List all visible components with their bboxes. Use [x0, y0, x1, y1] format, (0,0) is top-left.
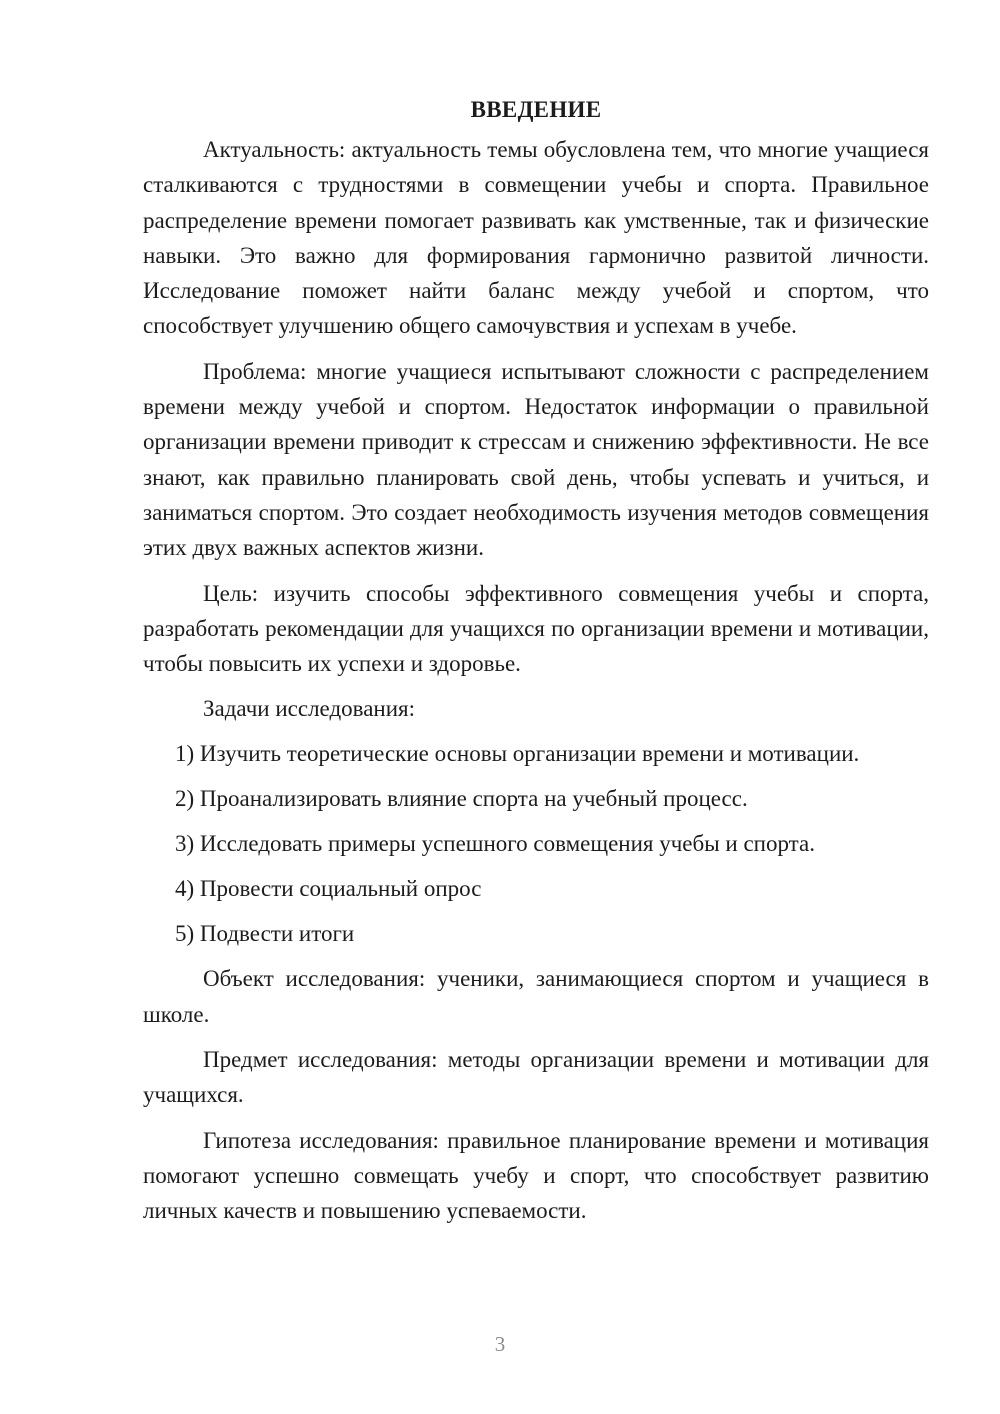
paragraph-hypothesis: Гипотеза исследования: правильное планирование времени и мотивация помогают успешно совмещать учебу и спорт, что способствует развитию личных качеств и повышению успеваемости. — [143, 1127, 929, 1224]
paragraph-subject: Предмет исследования: методы организации времени и мотивации для учащихся. — [143, 1047, 929, 1108]
tasks-heading: Задачи исследования: — [203, 696, 416, 722]
task-item: 5) Подвести итоги — [175, 921, 355, 947]
task-item: 4) Провести социальный опрос — [175, 876, 482, 902]
paragraph-problem: Проблема: многие учащиеся испытывают сложности с распределением времени между учебой и спортом. Недостаток информации о правильной организации времени приводит к стрессам и снижению эффективности. Не все знают, как правильно планировать свой день, чтобы успевать и учиться, и заниматься спортом. Это создает необходимость изучения методов совмещения этих двух важных аспектов жизни. — [143, 358, 929, 561]
page-number: 3 — [494, 1332, 506, 1356]
paragraph-object: Объект исследования: ученики, занимающиеся спортом и учащиеся в школе. — [143, 966, 929, 1027]
task-list — [143, 736, 929, 951]
document-page — [143, 92, 929, 1239]
paragraph-relevance: Актуальность: актуальность темы обусловлена тем, что многие учащиеся сталкиваются с трудностями в совмещении учебы и спорта. Правильное распределение времени помогает развивать как умственные, так и физические навыки. Это важно для формирования гармонично развитой личности. Исследование поможет найти баланс между учебой и спортом, что способствует улучшению общего самочувствия и успехам в учебе. — [143, 137, 929, 339]
paragraph-goal: Цель: изучить способы эффективного совмещения учебы и спорта, разработать рекомендации для учащихся по организации времени и мотивации, чтобы повысить их успехи и здоровье. — [143, 580, 929, 677]
task-item: 2) Проанализировать влияние спорта на учебный процесс. — [175, 786, 748, 812]
section-title: ВВЕДЕНИЕ — [470, 97, 602, 122]
task-item: 1) Изучить теоретические основы организации времени и мотивации. — [175, 741, 860, 767]
task-item: 3) Исследовать примеры успешного совмещения учебы и спорта. — [175, 831, 815, 857]
